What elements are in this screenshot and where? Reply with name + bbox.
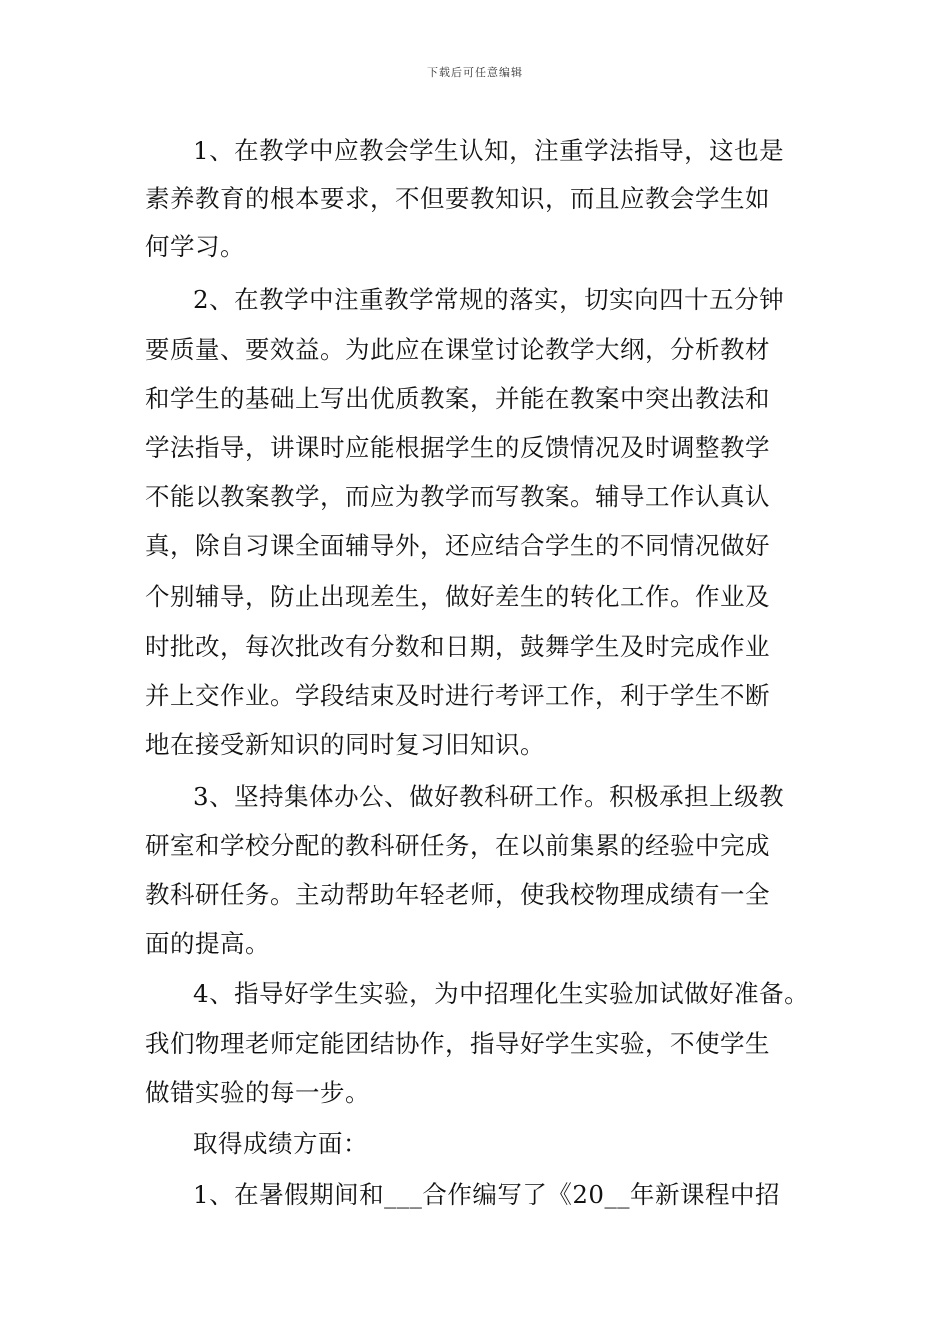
paragraph-line: 何学习。: [145, 232, 245, 261]
paragraph-line: 我们物理老师定能团结协作，指导好学生实验，不使学生: [145, 1029, 770, 1058]
paragraph-line: 研室和学校分配的教科研任务，在以前集累的经验中完成: [145, 831, 770, 860]
paragraph-line: 4、指导好学生实验，为中招理化生实验加试做好准备。: [193, 979, 810, 1008]
paragraph-line: 地在接受新知识的同时复习旧知识。: [145, 730, 545, 759]
paragraph-line: 教科研任务。主动帮助年轻老师，使我校物理成绩有一全: [145, 880, 770, 909]
header-note: 下载后可任意编辑: [427, 66, 523, 79]
paragraph-line: 要质量、要效益。为此应在课堂讨论教学大纲，分析教材: [145, 335, 770, 364]
paragraph-line: 和学生的基础上写出优质教案，并能在教案中突出教法和: [145, 384, 770, 413]
section-heading: 取得成绩方面：: [193, 1129, 368, 1158]
paragraph-line: 时批改，每次批改有分数和日期，鼓舞学生及时完成作业: [145, 632, 770, 661]
paragraph-line: 3、坚持集体办公、做好教科研工作。积极承担上级教: [193, 782, 785, 811]
paragraph-line: 真，除自习课全面辅导外，还应结合学生的不同情况做好: [145, 531, 770, 560]
paragraph-line: 学法指导，讲课时应能根据学生的反馈情况及时调整教学: [145, 433, 770, 462]
paragraph-line: 并上交作业。学段结束及时进行考评工作，利于学生不断: [145, 681, 770, 710]
paragraph-line: 1、在暑假期间和___合作编写了《20__年新课程中招: [193, 1180, 781, 1209]
paragraph-line: 个别辅导，防止出现差生，做好差生的转化工作。作业及: [145, 582, 770, 611]
paragraph-line: 做错实验的每一步。: [145, 1078, 370, 1107]
paragraph-line: 面的提高。: [145, 929, 270, 958]
paragraph-line: 不能以教案教学，而应为教学而写教案。辅导工作认真认: [145, 482, 770, 511]
paragraph-line: 1、在教学中应教会学生认知，注重学法指导，这也是: [193, 136, 785, 165]
paragraph-line: 素养教育的根本要求，不但要教知识，而且应教会学生如: [145, 184, 770, 213]
paragraph-line: 2、在教学中注重教学常规的落实，切实向四十五分钟: [193, 285, 785, 314]
